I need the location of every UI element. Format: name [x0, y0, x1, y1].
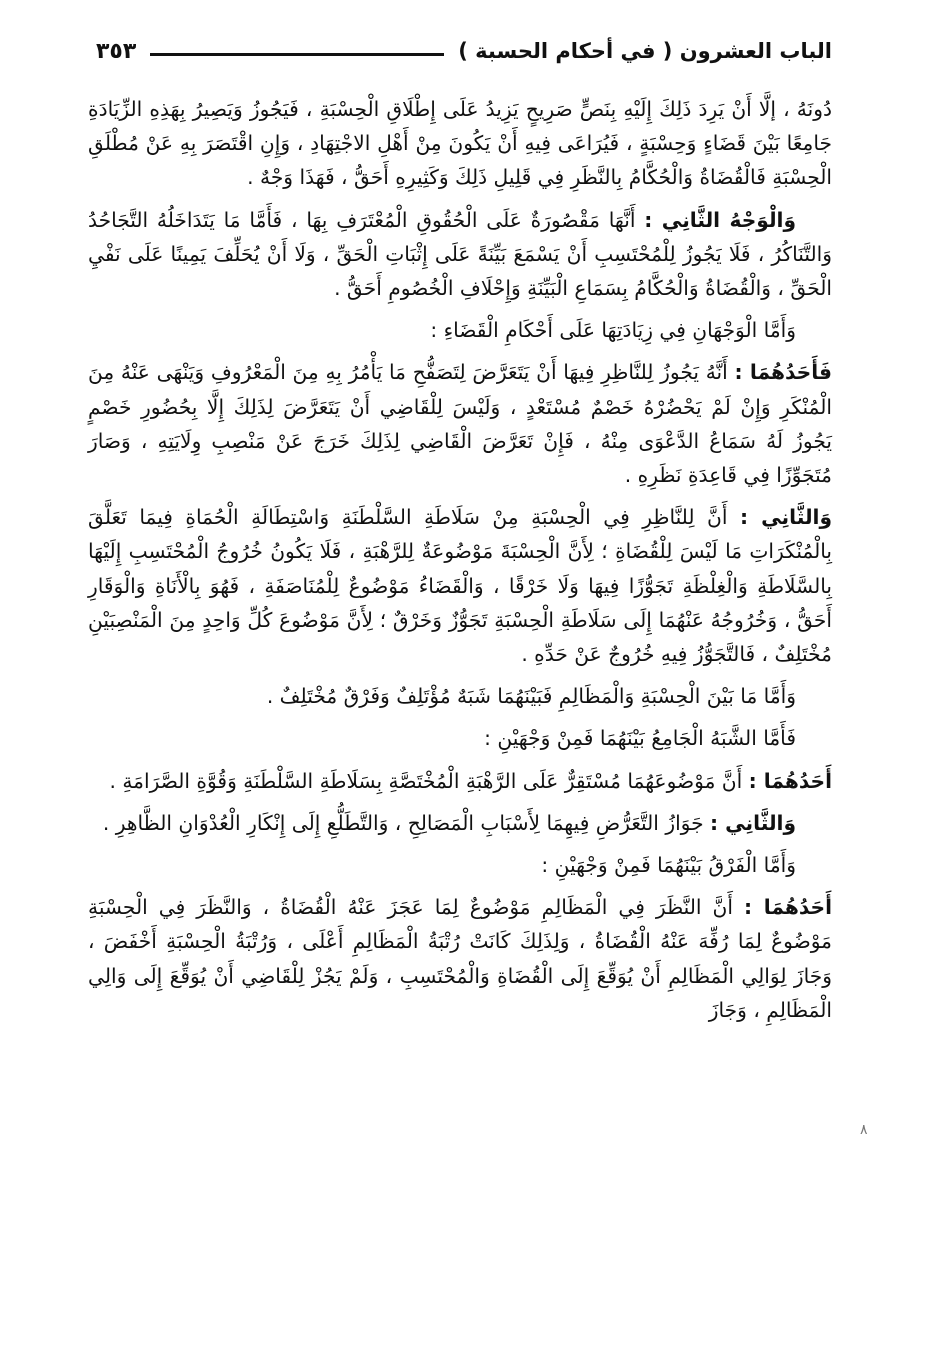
- paragraph-lead: وَالثَّانِي :: [739, 505, 833, 530]
- paragraph-text: أَنَّهَا مَقْصُورَةٌ عَلَى الْحُقُوقِ الْمُعْتَرَفِ بِهَا ، فَأَمَّا مَا يَتَدَاخَلُهُ التَّجَاحُدُ وَالتَّنَاكُرُ ، فَلَا يَجُوزُ لِلْمُحْتَسِبِ أَنْ يَسْمَعَ بَيِّنَةً عَلَى إِثْبَاتِ الْحَقِّ ، وَلَا أَنْ يُحَلِّفَ يَمِينًا عَلَى نَفْيِ الْحَقِّ ، وَالْقُضَاةُ وَالْحُكَّامُ بِسَمَاعِ الْبَيِّنَةِ وَإِحْلَافِ الْخُصُومِ أَحَقُّ .: [88, 207, 832, 301]
- paragraph-text: أَنَّ مَوْضُوعَهُمَا مُسْتَقِرٌّ عَلَى الرَّهْبَةِ الْمُخْتَصَّةِ بِسَلَاطَةِ السَّلْطَنَةِ وَقُوَّةِ الصَّرَامَةِ .: [109, 768, 743, 793]
- paragraph: [88, 848, 832, 882]
- paragraph-text: وَأَمَّا الْفَرْقُ بَيْنَهُمَا فَمِنْ وَجْهَيْنِ :: [541, 853, 796, 878]
- paragraph: [88, 764, 832, 798]
- paragraph-text: فَأَمَّا الشَّبَهُ الْجَامِعُ بَيْنَهُمَا فَمِنْ وَجْهَيْنِ :: [484, 726, 796, 751]
- paragraph-text: وَأَمَّا الْوَجْهَانِ فِي زِيَادَتِهَا عَلَى أَحْكَامِ الْقَضَاءِ :: [430, 318, 796, 343]
- paragraph: [88, 890, 832, 1027]
- paragraph-text: أَنَّ النَّظَرَ فِي الْمَظَالِمِ مَوْضُوعٌ لِمَا عَجَزَ عَنْهُ الْقُضَاةُ ، وَالنَّظَرَ فِي الْحِسْبَةِ مَوْضُوعٌ لِمَا رُفِّهَ عَنْهُ الْقُضَاةُ ، وَلِذَلِكَ كَانَتْ رُتْبَةُ الْمَظَالِمِ أَعْلَى ، وَرُتْبَةُ الْحِسْبَةِ أَخْفَضَ ، وَجَازَ لِوَالِي الْمَظَالِمِ أَنْ يُوَقِّعَ إِلَى الْقُضَاةِ وَالْمُحْتَسِبِ ، وَلَمْ يَجُزْ لِلْقَاضِي أَنْ يُوَقِّعَ إِلَى وَالِي الْمَظَالِمِ ، وَجَازَ: [88, 895, 832, 1022]
- running-header: [96, 34, 832, 68]
- paragraph: [88, 92, 832, 195]
- paragraph-lead: وَالثَّانِي :: [710, 810, 796, 835]
- paragraph: [88, 806, 832, 840]
- paragraph-text: دُونَهُ ، إلَّا أَنْ يَرِدَ ذَلِكَ إِلَيْهِ بِنَصٍّ صَرِيحٍ يَزِيدُ عَلَى إِطْلَاقِ الْحِسْبَةِ ، فَيَجُوزُ وَيَصِيرُ بِهَذِهِ الزِّيَادَةِ جَامِعًا بَيْنَ قَضَاءٍ وَحِسْبَةٍ ، فَيُرَاعَى فِيهِ أَنْ يَكُونَ مِنْ أَهْلِ الاجْتِهَادِ ، وَإِنِ اقْتَصَرَ بِهِ عَنْ مُطْلَقِ الْحِسْبَةِ فَالْقُضَاةُ وَالْحُكَّامُ بِالنَّظَرِ فِي قَلِيلِ ذَلِكَ وَكَثِيرِهِ أَحَقُّ ، فَهَذَا وَجْهٌ .: [88, 97, 832, 190]
- paragraph: [88, 203, 832, 306]
- margin-mark: ٨: [860, 1122, 868, 1138]
- paragraph: [88, 721, 832, 755]
- paragraph-text: أَنَّهُ يَجُوزُ لِلنَّاظِرِ فِيهَا أَنْ يَتَعَرَّضَ لِتَصَفُّحِ مَا يَأْمُرُ بِهِ مِنَ الْمَعْرُوفِ وَيَنْهَى عَنْهُ مِنَ الْمُنْكَرِ وَإِنْ لَمْ يَحْضُرْهُ خَصْمٌ مُسْتَعْدٍ ، وَلَيْسَ لِلْقَاضِي أَنْ يَتَعَرَّضَ لِذَلِكَ إِلَّا بِحُضُورِ خَصْمٍ يَجُوزُ لَهُ سَمَاعُ الدَّعْوَى مِنْهُ ، فَإِنْ تَعَرَّضَ الْقَاضِي لِذَلِكَ خَرَجَ عَنْ مَنْصِبِ وِلَايَتِهِ ، وَصَارَ مُتَجَوِّزًا فِي قَاعِدَةِ نَظَرِهِ .: [88, 360, 832, 488]
- paragraph-text: وَأَمَّا مَا بَيْنَ الْحِسْبَةِ وَالْمَظَالِمِ فَبَيْنَهُمَا شَبَهٌ مُؤْتَلِفٌ وَفَرْقٌ مُخْتَلِفٌ .: [266, 684, 796, 709]
- page-number: ٣٥٣: [96, 38, 137, 64]
- header-rule: [150, 53, 444, 56]
- body-text: [88, 92, 832, 1035]
- paragraph-text: أَنَّ لِلنَّاظِرِ فِي الْحِسْبَةِ مِنْ سَلَاطَةِ السَّلْطَنَةِ وَاسْتِطَالَةِ الْحُمَاةِ فِيمَا تَعَلَّقَ بِالْمُنْكَرَاتِ مَا لَيْسَ لِلْقُضَاةِ ؛ لِأَنَّ الْحِسْبَةَ مَوْضُوعَةٌ لِلرَّهْبَةِ ، فَلَا يَكُونُ خُرُوجُ الْمُحْتَسِبِ إِلَيْهَا بِالسَّلَاطَةِ وَالْغِلْظَةِ تَجَوُّزًا فِيهَا وَلَا خَرْقًا ، وَالْقَضَاءُ مَوْضُوعٌ لِلْمُنَاصَفَةِ ، فَهُوَ بِالْأَنَاةِ وَالْوَقَارِ أَحَقُّ ، وَخُرُوجُهُ عَنْهُمَا إِلَى سَلَاطَةِ الْحِسْبَةِ تَجَوُّزٌ وَخَرْقٌ ؛ لِأَنَّ مَوْضُوعَ كُلِّ وَاحِدٍ مِنَ الْمَنْصِبَيْنِ مُخْتَلِفٌ ، فَالتَّجَوُّزُ فِيهِ خُرُوجٌ عَنْ حَدِّهِ .: [88, 505, 832, 667]
- paragraph-lead: فَأَحَدُهُمَا :: [734, 360, 832, 385]
- paragraph: [88, 313, 832, 347]
- paragraph-text: جَوَازُ التَّعَرُّضِ فِيهِمَا لِأَسْبَابِ الْمَصَالِحِ ، وَالتَّطَلُّعِ إِلَى إِنْكَارِ الْعُدْوَانِ الظَّاهِرِ .: [102, 810, 704, 835]
- paragraph-lead: أَحَدُهُمَا :: [744, 895, 832, 920]
- chapter-title: الباب العشرون ( في أحكام الحسبة ): [458, 39, 832, 63]
- paragraph: [88, 355, 832, 492]
- paragraph-lead: أَحَدُهُمَا :: [748, 768, 832, 793]
- paragraph: [88, 679, 832, 713]
- paragraph-lead: وَالْوَجْهُ الثَّانِي :: [644, 207, 797, 232]
- paragraph: [88, 500, 832, 671]
